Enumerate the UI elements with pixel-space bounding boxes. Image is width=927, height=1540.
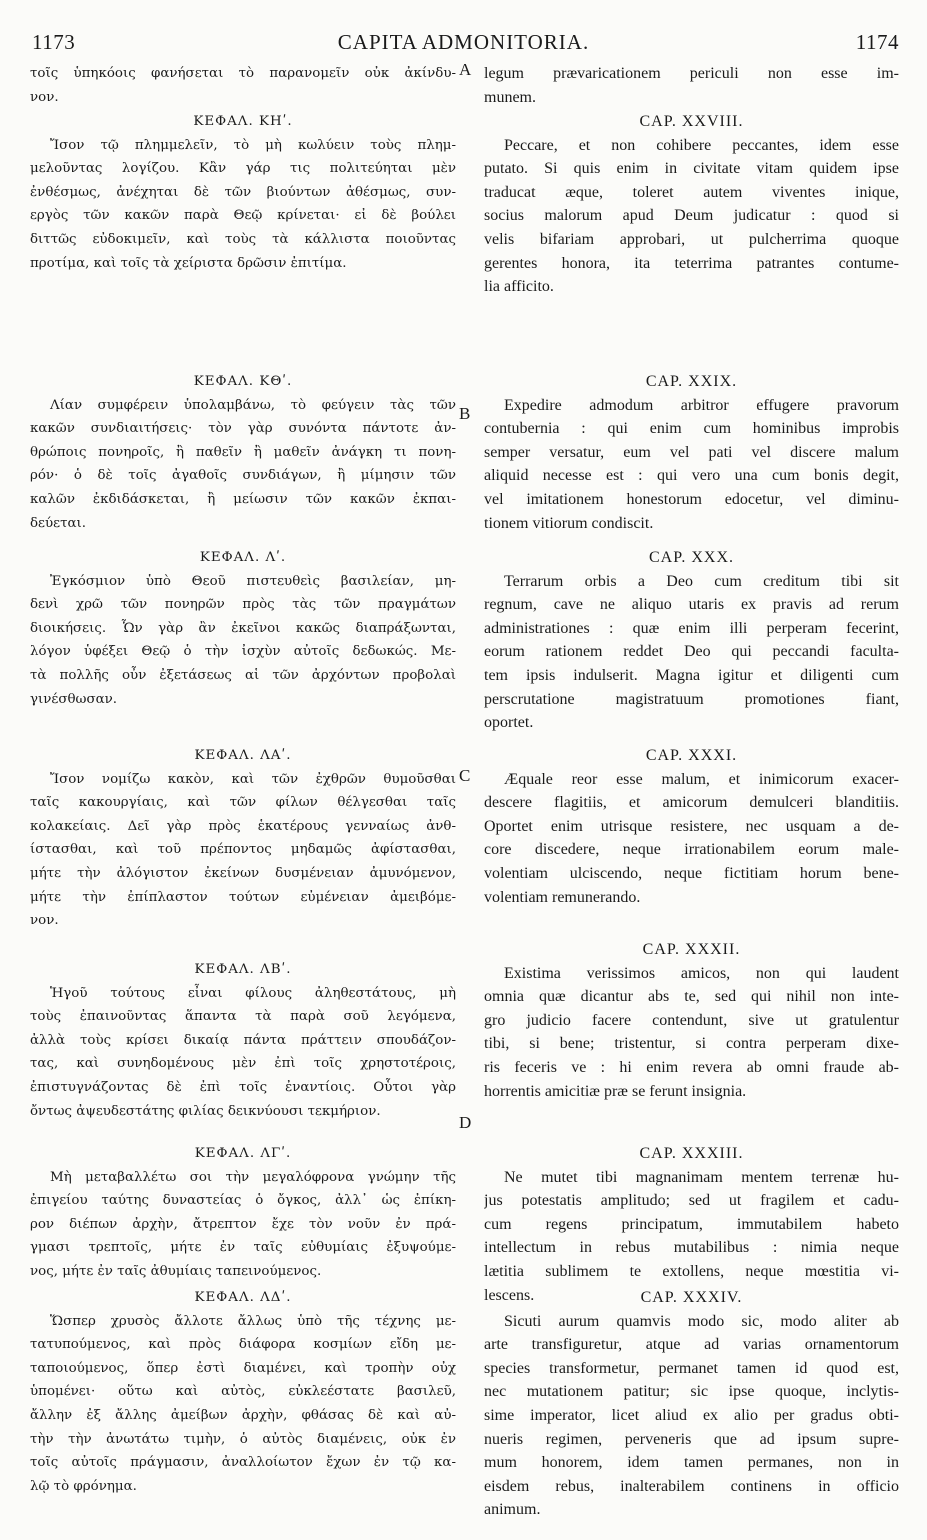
greek-text-line: ταποιούμενος, ὅπερ ἐστὶ διαμένει, καὶ τροπὴν οὐχ xyxy=(30,1360,456,1376)
latin-section-heading: CAP. XXX. xyxy=(648,549,734,566)
latin-text-line: nueris regimen, perveneris que ad ipsum supre- xyxy=(484,1430,899,1448)
greek-text-line: Ἐγκόσμιον ὑπὸ Θεοῦ πιστευθεὶς βασιλείαν, μη- xyxy=(50,573,456,589)
latin-text-line: perscrutatione magistratuum promotiones fiant, xyxy=(484,690,899,708)
greek-text-line: ρον διέπων ἀρχὴν, ἄτρεπτον ἔχε τὸν νοῦν ἐν πρά- xyxy=(30,1216,456,1232)
latin-text-line: core discedere, neque irrationabilem eorum male- xyxy=(484,841,899,859)
greek-text-line: δεύεται. xyxy=(30,515,87,531)
latin-section xyxy=(484,546,899,735)
latin-text-line: gerentes honora, ita teterrima patrantes contume- xyxy=(484,254,899,272)
greek-intro xyxy=(30,62,456,109)
latin-text-line: lætitia sublimem te extollens, neque mœstitia vi- xyxy=(484,1262,899,1280)
latin-text-line: contubernia : qui enim cum hominibus improbis xyxy=(484,420,899,438)
greek-text-line: ίστασθαι, καὶ τοῦ πρέποντος μηδαμῶς ἀφίστασθαι, xyxy=(30,842,456,858)
latin-text-line: mum honorem, idem tamen permanes, non in xyxy=(484,1454,899,1472)
greek-text-line: μελοῦντας λογίζου. Κἂν γάρ τις πολιτεύηται μὲν xyxy=(30,161,456,177)
latin-text-line: munem. xyxy=(484,88,536,106)
greek-text-line: Λίαν συμφέρειν ὑπολαμβάνω, τὸ φεύγειν τὰς τῶν xyxy=(50,397,456,413)
latin-text-line: Oportet enim utrisque resistere, nec usquam a de- xyxy=(484,817,899,835)
latin-text-line: administrationes : quæ enim illi perperam fecerint, xyxy=(484,619,899,637)
greek-text-line: γινέσθωσαν. xyxy=(30,691,118,707)
latin-text-line: intellectum in rebus mutabilibus : nimia neque xyxy=(484,1239,899,1257)
latin-section-heading: CAP. XXXIV. xyxy=(640,1289,743,1306)
greek-text-line: τοῖς ὑπηκόοις φανήσεται τὸ παρανομεῖν οὐκ ἀκίνδυ- xyxy=(30,66,456,81)
greek-text-line: καλῶν ἐκδιδάσκεται, ἢ μείωσιν τῶν κακῶν ἐκπαι- xyxy=(30,491,456,507)
greek-section xyxy=(30,370,456,535)
latin-text-line: lia afficito. xyxy=(484,278,554,296)
greek-text-line: θρώποις πονηροῖς, ἢ παθεῖν ἢ μαθεῖν ἀνάγκη τι πονη- xyxy=(30,444,456,460)
latin-text-line: species transformetur, permanet tamen id quod est, xyxy=(484,1359,899,1377)
margin-mark-b: B xyxy=(459,404,471,423)
latin-text-line: arte transfiguretur, atque ad varias ornamentorum xyxy=(484,1336,899,1354)
latin-text-line: putato. Si quis enim in civitate vitam quidem ipse xyxy=(484,160,899,178)
greek-text-line: ὄντως ἀψευδεστάτης φιλίας δεικνύουσι τεκμήριον. xyxy=(30,1103,381,1119)
latin-text-line: Ne mutet tibi magnanimam mentem terrenæ hu- xyxy=(504,1168,899,1186)
greek-text-line: ἐπιστυγνάζοντας δὲ ἐπὶ τοῖς ἐναντίοις. Οὗτοι γὰρ xyxy=(30,1079,456,1095)
greek-text-line: εργὸς τῶν κακῶν παρὰ Θεῷ κρίνεται· εἰ δὲ βούλει xyxy=(30,208,456,224)
latin-text-line: tibi, si bene; tristentur, si contra perperam dixe- xyxy=(484,1035,899,1053)
latin-section-heading: CAP. XXXIII. xyxy=(639,1145,744,1162)
greek-text-line: τὴν τὴν ἀνωτάτω τιμὴν, ὁ αὐτὸς διαμένεις, οὐκ ἐν xyxy=(30,1431,456,1447)
running-title: CAPITA ADMONITORIA. xyxy=(337,30,590,54)
latin-text-line: aliquid necesse est : qui vero una cum bonis degit, xyxy=(484,467,899,485)
latin-text-line: nec mutationem patitur; sic ipse quoque, inclytis- xyxy=(484,1383,899,1401)
greek-section xyxy=(30,110,456,275)
greek-text-line: Ἴσον νομίζω κακὸν, καὶ τῶν ἐχθρῶν θυμοῦσθαι xyxy=(50,771,456,787)
latin-text-line: oportet. xyxy=(484,714,534,732)
greek-section xyxy=(30,744,456,933)
latin-text-line: semper versatur, eum vel pati vel discere malum xyxy=(484,443,899,461)
latin-section-heading: CAP. XXIX. xyxy=(645,373,738,390)
greek-text-line: τοὺς ἐπαινοῦντας ἅπαντα τὰ παρὰ σοῦ λεγόμενα, xyxy=(30,1009,456,1025)
latin-text-line: socius malorum apud Deum judicatur : quod si xyxy=(484,207,899,225)
greek-section xyxy=(30,1286,456,1498)
latin-text-line: descere flagitiis, et amicorum demulceri blanditiis. xyxy=(484,794,899,812)
latin-section xyxy=(484,110,899,299)
greek-section-heading: ΚΕΦΑΛ. ΚΘʹ. xyxy=(193,374,293,389)
latin-text-line: traducat æque, toleret autem viventes inique, xyxy=(484,183,899,201)
latin-text-line: vel imitationem honestorum edocetur, vel diminu- xyxy=(484,490,899,508)
latin-text-line: volentiam ulciscendo, neque fictitiam horum bene- xyxy=(484,864,899,882)
page-number-left: 1173 xyxy=(32,30,76,54)
greek-text-line: νον. xyxy=(30,89,59,105)
latin-text-line: Terrarum orbis a Deo cum creditum tibi sit xyxy=(504,572,899,590)
latin-text-line: velis bifariam approbari, ut pulcherrima quoque xyxy=(484,230,899,248)
margin-mark-d: D xyxy=(459,1113,472,1132)
latin-text-line: Existima verissimos amicos, non qui laudent xyxy=(504,964,899,982)
greek-text-line: τατυπούμενος, καὶ πρὸς διάφορα κοσμίων εἴδη με- xyxy=(30,1337,456,1353)
greek-section-heading: ΚΕΦΑΛ. ΚΗʹ. xyxy=(193,114,293,129)
latin-section xyxy=(484,1142,899,1307)
greek-text-line: κολακείαις. Δεῖ γὰρ πρὸς ἑκατέρους γενναίως ἀνθ- xyxy=(30,818,456,834)
greek-text-line: διοικήσεις. Ὧν γὰρ ἂν ἐκεῖνοι κακῶς διαπράξωνται, xyxy=(30,620,456,636)
latin-intro xyxy=(484,62,899,109)
latin-text-line: ris feceris ve : hi enim revera ab omni fraude ab- xyxy=(484,1058,899,1076)
greek-text-line: νος, μήτε ἐν ταῖς ἀθυμίαις ταπεινούμενος. xyxy=(30,1263,322,1279)
latin-text-line: horrentis amicitiæ præ se ferunt insignia. xyxy=(484,1082,747,1100)
latin-section-heading: CAP. XXXI. xyxy=(645,747,738,764)
greek-text-line: γμασι τρεπτοῖς, μήτε ἐν ταῖς εὐθυμίαις ἐξυψούμε- xyxy=(30,1240,456,1256)
greek-section-heading: ΚΕΦΑΛ. ΛΓʹ. xyxy=(194,1146,292,1161)
latin-text-line: volentiam remunerando. xyxy=(484,888,641,906)
greek-text-line: μήτε τὴν ἐπίπλαστον τούτων εὐμένειαν ἀμειβόμε- xyxy=(30,889,456,905)
latin-section xyxy=(484,938,899,1103)
latin-text-line: sime imperator, licet aliud ex alio per gradus obti- xyxy=(484,1406,899,1424)
greek-text-line: Ὥσπερ χρυσὸς ἄλλοτε ἄλλως ὑπὸ τῆς τέχνης με- xyxy=(50,1313,456,1329)
latin-text-line: Expedire admodum arbitror effugere pravorum xyxy=(504,396,899,414)
margin-mark-c: C xyxy=(459,766,471,785)
greek-section xyxy=(30,958,456,1123)
latin-text-line: eisdem rebus, inalterabilem continens in officio xyxy=(484,1477,899,1495)
latin-section xyxy=(484,1286,899,1522)
latin-text-line: omnia quæ dicantur abs te, sed qui nihil non inte- xyxy=(484,988,899,1006)
latin-text-line: jus potestatis amplitudo; sed ut fragilem et cadu- xyxy=(484,1192,899,1210)
latin-section-heading: CAP. XXVIII. xyxy=(639,113,744,130)
greek-section xyxy=(30,1142,456,1284)
greek-text-line: ἄλλην ἐξ ἄλλης ἀμείβων ἀρχὴν, φθάσας δὲ καὶ αὐ- xyxy=(30,1407,456,1423)
greek-text-line: Ἡγοῦ τούτους εἶναι φίλους ἀληθεστάτους, μὴ xyxy=(50,985,456,1001)
greek-text-line: ἐνθέσμως, ἀνέχηται δὲ τῶν βιούντων ἀθέσμως, συν- xyxy=(30,184,456,200)
greek-text-line: τοῖς αὐτοῖς πράγμασιν, ἀναλλοίωτον ἔχων ἐν τῷ κα- xyxy=(30,1455,456,1471)
margin-mark-a: A xyxy=(459,60,472,79)
greek-text-line: ὑπομένει· οὕτω καὶ αὐτὸς, εὐκλεέστατε βασιλεῦ, xyxy=(30,1384,456,1400)
greek-text-line: Ἴσον τῷ πλημμελεῖν, τὸ μὴ κωλύειν τοὺς πλημ- xyxy=(50,137,456,153)
greek-text-line: ἀλλὰ τοὺς κρίσει δικαίᾳ πάντα πράττειν σπουδάζον- xyxy=(30,1032,456,1048)
greek-text-line: λῷ τὸ φρόνημα. xyxy=(30,1478,137,1494)
greek-section-heading: ΚΕΦΑΛ. ΛΒʹ. xyxy=(194,962,292,977)
latin-text-line: eorum rationem reddet Deo qui peccandi faculta- xyxy=(484,643,899,661)
latin-text-line: Peccare, et non cohibere peccantes, idem esse xyxy=(504,136,899,154)
greek-text-line: ταῖς κακουργίαις, καὶ τῶν φίλων θέλγεσθαι ταῖς xyxy=(30,795,456,811)
latin-section-heading: CAP. XXXII. xyxy=(642,941,741,958)
greek-text-line: Μὴ μεταβαλλέτω σοι τὴν μεγαλόφρονα γνώμην τῆς xyxy=(50,1169,456,1185)
latin-section xyxy=(484,744,899,909)
latin-text-line: Æquale reor esse malum, et inimicorum exacer- xyxy=(504,770,899,788)
greek-text-line: ἐπιγείου ταύτης δυναστείας ὁ ὄγκος, ἀλλ᾿ ὡς ἐπίκη- xyxy=(30,1193,456,1209)
latin-text-line: tionem vitiorum condiscit. xyxy=(484,514,654,532)
latin-text-line: regnum, cave ne aliquo utaris ex pravis ad rerum xyxy=(484,596,899,614)
greek-section xyxy=(30,546,456,711)
greek-text-line: τας, καὶ συνηδομένους μὲν ἐπὶ τοῖς χρηστοτέροις, xyxy=(30,1056,456,1072)
page-number-right: 1174 xyxy=(855,30,899,54)
latin-text-line: legum prævaricationem periculi non esse im- xyxy=(484,65,899,82)
latin-text-line: gro judicio facere contendunt, sive ut gratulentur xyxy=(484,1011,899,1029)
greek-text-line: προτίμα, καὶ τοῖς τὰ χείριστα δρῶσιν ἐπιτίμα. xyxy=(30,255,347,271)
greek-text-line: τὰ πολλῆς οὖν ἐξετάσεως αἱ τῶν ἀρχόντων προβολαὶ xyxy=(30,667,456,683)
greek-section-heading: ΚΕΦΑΛ. Λʹ. xyxy=(199,550,287,565)
greek-section-heading: ΚΕΦΑΛ. ΛΑʹ. xyxy=(194,748,292,763)
greek-text-line: κακῶν συνδιαιτήσεις· τὸν γὰρ συνόντα πάντοτε ἀν- xyxy=(30,421,456,437)
latin-text-line: animum. xyxy=(484,1501,541,1519)
latin-text-line: cum regens principatum, immutabilem habeto xyxy=(484,1215,899,1233)
greek-text-line: μήτε τὴν ἀλόγιστον ἐκείνων δυσμένειαν ἀμυνόμενον, xyxy=(30,865,456,881)
greek-text-line: δενὶ χρῶ τῶν πονηρῶν πρὸς τὰς τῶν πραγμάτων xyxy=(30,597,456,613)
greek-section-heading: ΚΕΦΑΛ. ΛΔʹ. xyxy=(194,1290,292,1305)
greek-text-line: λόγον ὑφέξει Θεῷ ὁ τὴν ἰσχὺν αὐτοῖς δεδωκώς. Με- xyxy=(30,644,456,660)
latin-text-line: lescens. xyxy=(484,1286,535,1304)
latin-text-line: Sicuti aurum quamvis modo sic, modo aliter ab xyxy=(504,1312,899,1330)
greek-text-line: ρόν· ὁ δὲ τοῖς ἀγαθοῖς συνδιάγων, ἢ μίμησιν τῶν xyxy=(30,468,456,484)
latin-text-line: tem ipsis indulserit. Magna igitur et diligenti cum xyxy=(484,666,899,684)
latin-section xyxy=(484,370,899,535)
greek-text-line: διττῶς εὐδοκιμεῖν, καὶ τοὺς τὰ κάλλιστα ποιοῦντας xyxy=(30,231,456,247)
greek-text-line: νον. xyxy=(30,913,59,929)
